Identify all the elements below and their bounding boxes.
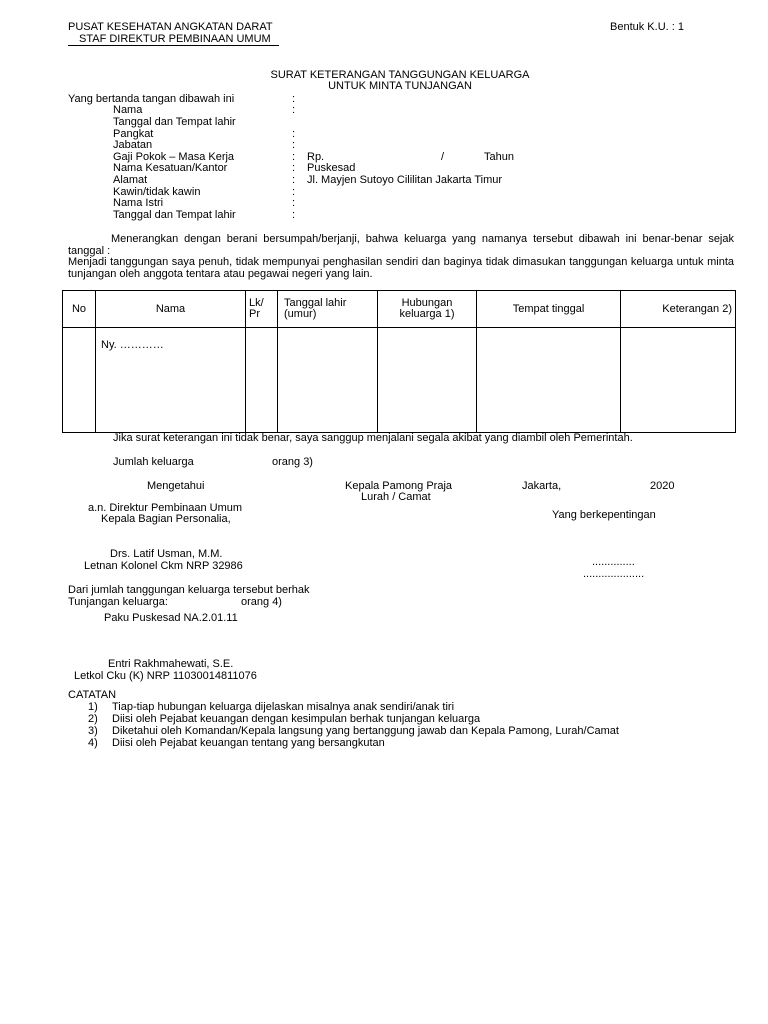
field-label: Pangkat xyxy=(113,128,154,140)
col-header-tanggal-lahir: Tanggal lahir (umur) xyxy=(278,291,378,328)
field-value: Rp. xyxy=(307,151,325,163)
col-header-hubungan: Hubungan keluarga 1) xyxy=(378,291,477,328)
form-code: Bentuk K.U. : 1 xyxy=(610,21,684,33)
cell-tempat-tinggal xyxy=(477,328,621,433)
cell-nama: Ny. ………… xyxy=(96,328,246,433)
kepala-pamong-label: Kepala Pamong Praja xyxy=(345,480,453,492)
field-colon: : xyxy=(292,151,296,163)
col-header-no: No xyxy=(63,291,96,328)
field-label: Tanggal dan Tempat lahir xyxy=(113,116,236,128)
field-label: Kawin/tidak kawin xyxy=(113,186,201,198)
entri-name: Entri Rakhmahewati, S.E. xyxy=(108,658,234,670)
field-value: Puskesad xyxy=(307,162,356,174)
field-label: Nama xyxy=(113,104,143,116)
sworn-statement-paragraph: Menerangkan dengan berani bersumpah/berjanji, bahwa keluarga yang namanya tersebut dibawah ini benar-benar sejak tanggal : xyxy=(68,233,734,257)
cell-lk-pr xyxy=(246,328,278,433)
entri-rank: Letkol Cku (K) NRP 11030014811076 xyxy=(74,670,257,682)
identity-row-kesatuan xyxy=(0,162,768,174)
an-direktur-label: a.n. Direktur Pembinaan Umum xyxy=(88,502,243,514)
jumlah-keluarga-orang: orang 3) xyxy=(272,456,313,468)
list-item xyxy=(68,701,619,713)
catatan-list xyxy=(68,701,619,749)
field-colon: : xyxy=(292,162,296,174)
cell-hubungan xyxy=(378,328,477,433)
intro-label: Yang bertanda tangan dibawah ini xyxy=(68,93,235,105)
note-number: 1) xyxy=(88,701,98,713)
field-label: Tanggal dan Tempat lahir xyxy=(113,209,236,221)
table-row xyxy=(63,328,736,433)
catatan-heading: CATATAN xyxy=(68,689,117,701)
signature-dots-2: .................... xyxy=(583,568,645,580)
document-title: SURAT KETERANGAN TANGGUNGAN KELUARGA xyxy=(270,69,530,81)
mengetahui-label: Mengetahui xyxy=(147,480,205,492)
identity-row-jabatan xyxy=(0,139,768,151)
tunjangan-label: Tunjangan keluarga: xyxy=(68,596,168,608)
kepala-bagian-label: Kepala Bagian Personalia, xyxy=(101,513,231,525)
field-colon: : xyxy=(292,209,296,221)
note-text: Diisi oleh Pejabat keuangan dengan kesimpulan berhak tunjangan keluarga xyxy=(112,713,481,725)
family-table xyxy=(62,290,736,433)
tunjangan-orang: orang 4) xyxy=(241,596,282,608)
signer-name: Drs. Latif Usman, M.M. xyxy=(110,548,223,560)
field-value: Jl. Mayjen Sutoyo Cililitan Jakarta Timur xyxy=(307,174,503,186)
field-label: Gaji Pokok – Masa Kerja xyxy=(113,151,235,163)
identity-row-nama xyxy=(0,104,768,116)
identity-row-tanggal-lahir-istri xyxy=(0,209,768,221)
list-item xyxy=(68,725,619,737)
field-colon: : xyxy=(292,186,296,198)
cell-keterangan xyxy=(621,328,736,433)
field-colon: : xyxy=(292,197,296,209)
year-label: 2020 xyxy=(650,480,675,492)
signer-rank: Letnan Kolonel Ckm NRP 32986 xyxy=(84,560,243,572)
col-header-lk-pr: Lk/ Pr xyxy=(246,291,278,328)
signature-dots-1: .............. xyxy=(592,556,635,568)
cell-tanggal-lahir xyxy=(278,328,378,433)
table-header-row xyxy=(63,291,736,328)
note-text: Diketahui oleh Komandan/Kepala langsung yang bertanggung jawab dan Kepala Pamong, Lurah/Camat xyxy=(112,725,619,737)
truth-statement: Jika surat keterangan ini tidak benar, saya sanggup menjalani segala akibat yang diambil oleh Pemerintah. xyxy=(113,432,633,444)
place-label: Jakarta, xyxy=(522,480,562,492)
field-colon: : xyxy=(292,174,296,186)
list-item xyxy=(68,737,619,749)
note-number: 3) xyxy=(88,725,98,737)
tunjangan-line1: Dari jumlah tanggungan keluarga tersebut berhak xyxy=(68,584,310,596)
masa-kerja-tahun: Tahun xyxy=(484,151,514,163)
masa-kerja-slash: / xyxy=(441,151,445,163)
dependency-paragraph: Menjadi tanggungan saya penuh, tidak mempunyai penghasilan sendiri dan baginya tidak dimasukan tanggungan keluarga untuk minta tunjangan oleh anggota tentara atau pegawai negeri yang lain. xyxy=(68,256,734,280)
list-item xyxy=(68,713,619,725)
note-text: Tiap-tiap hubungan keluarga dijelaskan misalnya anak sendiri/anak tiri xyxy=(112,701,455,713)
field-colon: : xyxy=(292,139,296,151)
field-label: Nama Kesatuan/Kantor xyxy=(113,162,228,174)
identity-row-alamat xyxy=(0,174,768,186)
note-number: 4) xyxy=(88,737,98,749)
field-label: Alamat xyxy=(113,174,148,186)
document-subtitle: UNTUK MINTA TUNJANGAN xyxy=(328,80,472,92)
intro-colon: : xyxy=(292,93,296,105)
org-name-line1: PUSAT KESEHATAN ANGKATAN DARAT xyxy=(68,21,273,33)
yang-berkepentingan-label: Yang berkepentingan xyxy=(552,509,656,521)
cell-no xyxy=(63,328,96,433)
paku-label: Paku Puskesad NA.2.01.11 xyxy=(104,612,238,624)
field-colon: : xyxy=(292,104,296,116)
identity-row-istri xyxy=(0,197,768,209)
note-number: 2) xyxy=(88,713,98,725)
col-header-tempat-tinggal: Tempat tinggal xyxy=(477,291,621,328)
lurah-camat-label: Lurah / Camat xyxy=(361,491,431,503)
field-label: Jabatan xyxy=(113,139,153,151)
identity-row-tanggal-lahir xyxy=(0,116,768,128)
col-header-keterangan: Keterangan 2) xyxy=(621,291,736,328)
org-name-line2: STAF DIREKTUR PEMBINAAN UMUM xyxy=(68,33,279,46)
jumlah-keluarga-label: Jumlah keluarga xyxy=(113,456,194,468)
field-colon: : xyxy=(292,128,296,140)
col-header-nama: Nama xyxy=(96,291,246,328)
field-label: Nama Istri xyxy=(113,197,164,209)
note-text: Diisi oleh Pejabat keuangan tentang yang bersangkutan xyxy=(112,737,385,749)
